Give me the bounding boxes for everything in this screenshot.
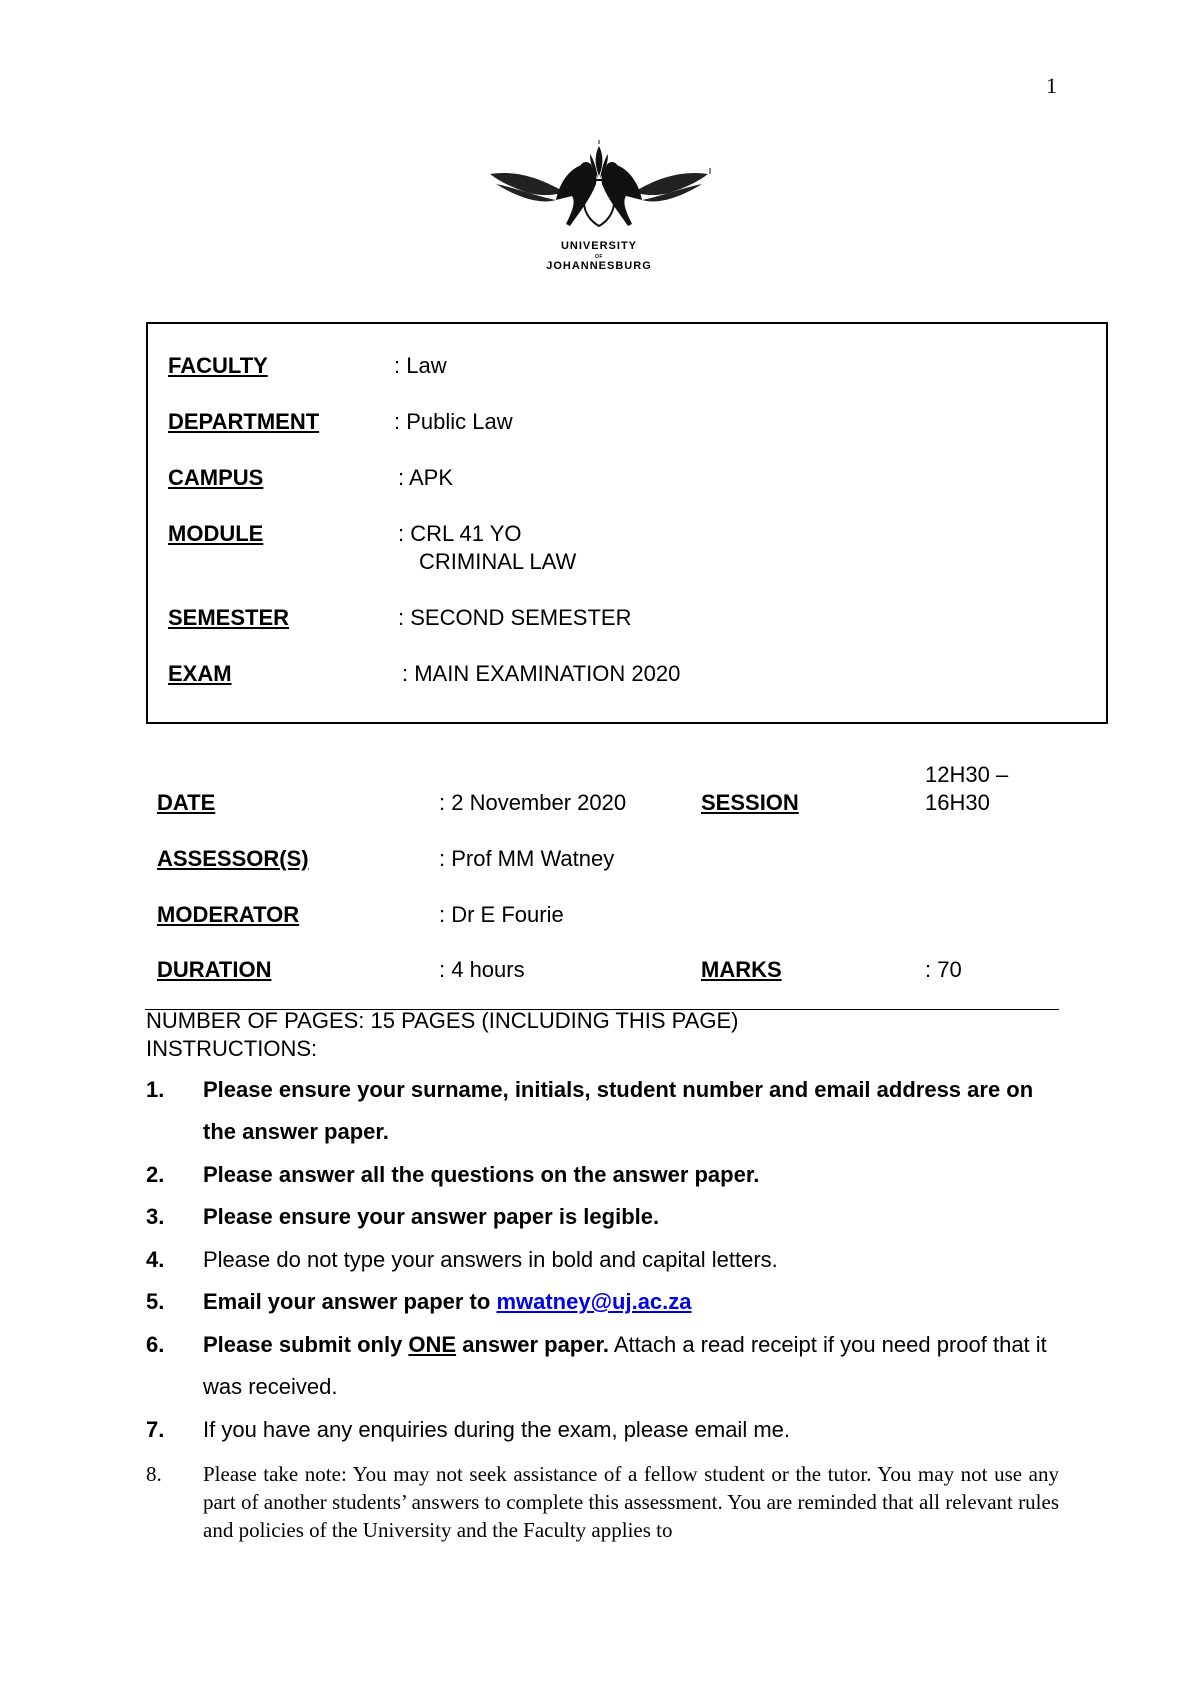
instruction-text: Please ensure your answer paper is legible. — [203, 1204, 660, 1229]
module-code-value: : CRL 41 YO — [398, 521, 522, 546]
campus-label: CAMPUS — [168, 465, 264, 490]
semester-value: : SECOND SEMESTER — [398, 605, 632, 630]
campus-value: : APK — [398, 465, 454, 490]
logo-text-of: OF — [595, 254, 603, 260]
department-value: : Public Law — [394, 409, 513, 434]
duration-label: DURATION — [157, 957, 272, 982]
email-link[interactable]: mwatney@uj.ac.za — [496, 1289, 692, 1314]
instruction-number: 4. — [146, 1247, 165, 1272]
instruction-number: 7. — [146, 1417, 165, 1442]
instruction-text: Please ensure your surname, initials, student number and email address are on the answer paper. — [203, 1077, 1034, 1144]
exam-label: EXAM — [168, 661, 232, 686]
instruction-submit-text: Please submit only — [203, 1332, 409, 1357]
session-value-start: 12H30 – — [925, 762, 1009, 787]
instruction-text: If you have any enquiries during the exam, please email me. — [203, 1417, 790, 1442]
page-number: 1 — [1046, 73, 1057, 98]
date-value: : 2 November 2020 — [439, 790, 627, 815]
instruction-answer-paper-text: answer paper. — [456, 1332, 609, 1357]
instruction-receipt-text: Attach a read receipt if you need proof that it was received. — [203, 1332, 1047, 1399]
instruction-number: 6. — [146, 1332, 165, 1357]
instruction-number: 8. — [146, 1462, 162, 1486]
faculty-value: : Law — [394, 353, 447, 378]
instruction-email-text: Email your answer paper to — [203, 1289, 497, 1314]
marks-label: MARKS — [701, 957, 782, 982]
instruction-text — [203, 1324, 1059, 1408]
exam-info-box — [146, 322, 1108, 724]
marks-value: : 70 — [925, 957, 962, 982]
exam-value: : MAIN EXAMINATION 2020 — [402, 661, 681, 686]
department-label: DEPARTMENT — [168, 409, 320, 434]
instructions-heading: INSTRUCTIONS: — [146, 1036, 318, 1061]
instruction-text — [203, 1281, 1059, 1323]
moderator-value: : Dr E Fourie — [439, 902, 564, 927]
module-name-value: CRIMINAL LAW — [419, 549, 577, 574]
instruction-one-emphasis: ONE — [408, 1332, 457, 1357]
instruction-number: 3. — [146, 1204, 165, 1229]
assessor-value: : Prof MM Watney — [439, 846, 615, 871]
instruction-number: 1. — [146, 1077, 165, 1102]
session-value-end: 16H30 — [925, 790, 990, 815]
birds-emblem-icon — [486, 140, 712, 240]
number-of-pages: NUMBER OF PAGES: 15 PAGES (INCLUDING THIS PAGE) — [146, 1008, 739, 1033]
university-logo — [486, 140, 712, 280]
logo-text-university: UNIVERSITY — [560, 240, 637, 252]
moderator-label: MODERATOR — [157, 902, 300, 927]
instruction-text: Please do not type your answers in bold and capital letters. — [203, 1247, 778, 1272]
module-label: MODULE — [168, 521, 264, 546]
semester-label: SEMESTER — [168, 605, 290, 630]
instruction-number: 2. — [146, 1162, 165, 1187]
date-label: DATE — [157, 790, 216, 815]
instruction-text: Please answer all the questions on the answer paper. — [203, 1162, 760, 1187]
instruction-text: Please take note: You may not seek assistance of a fellow student or the tutor. You may not use any part of another students’ answers to complete this assessment. You are reminded that all relevant rules and policies of the University and the Faculty applies to — [203, 1462, 1059, 1542]
session-label: SESSION — [701, 790, 799, 815]
logo-text-johannesburg: JOHANNESBURG — [546, 260, 652, 272]
instruction-number: 5. — [146, 1289, 165, 1314]
duration-value: : 4 hours — [439, 957, 525, 982]
assessor-label: ASSESSOR(S) — [157, 846, 309, 871]
faculty-label: FACULTY — [168, 353, 268, 378]
